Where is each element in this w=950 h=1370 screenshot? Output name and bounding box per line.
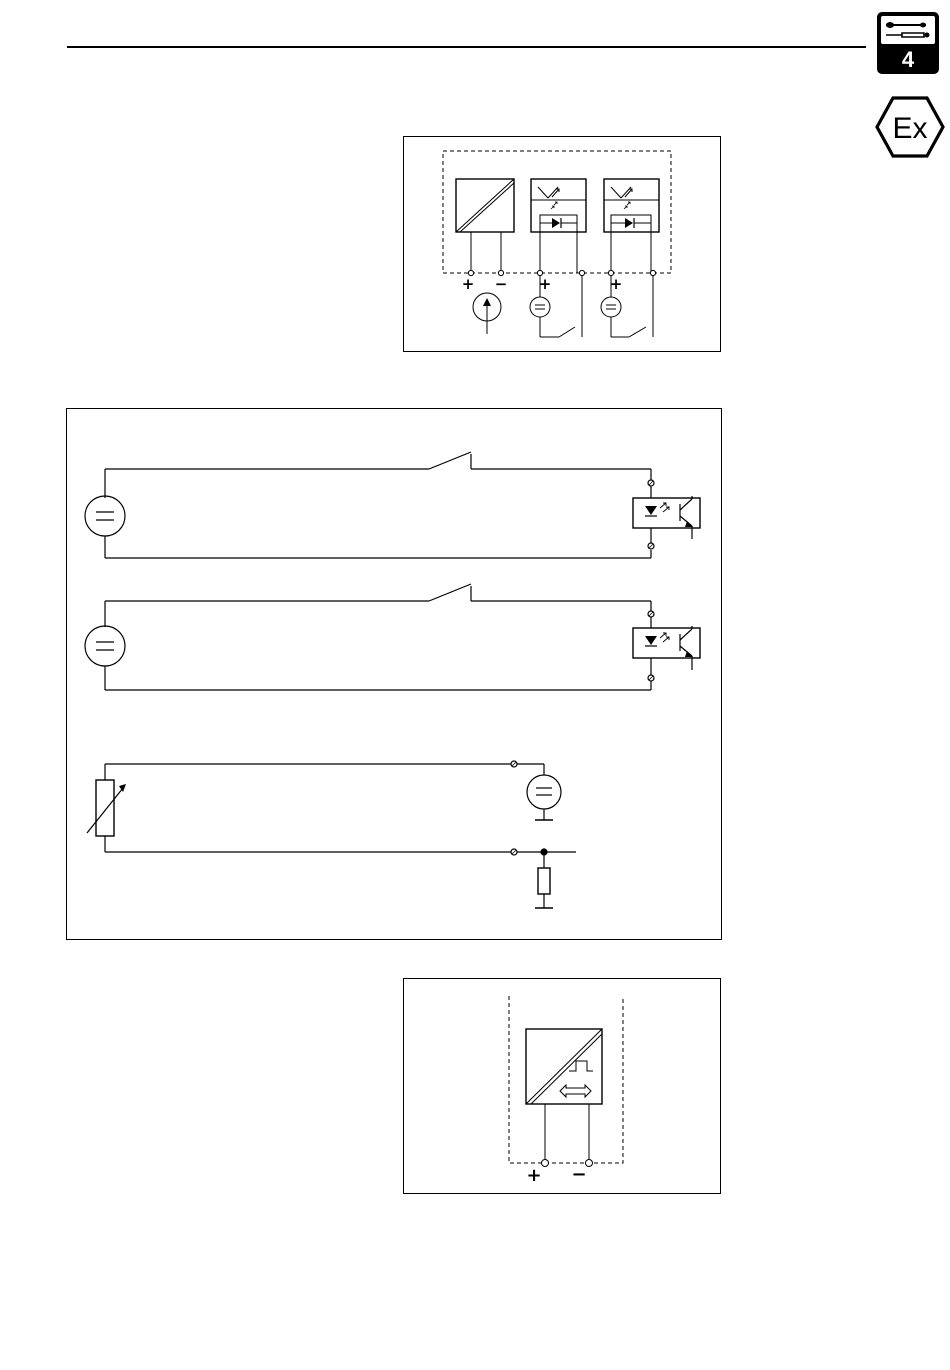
header-rule <box>67 46 866 48</box>
terminal-label: + <box>538 275 552 293</box>
terminal-label: − <box>494 275 508 293</box>
chapter-badge <box>876 11 940 75</box>
optocoupler-output-2 <box>604 179 659 273</box>
ex-text: Ex <box>892 112 928 145</box>
optocoupler-output-1 <box>531 179 586 273</box>
ex-hexagon-icon <box>875 96 945 158</box>
terminal-label: + <box>609 275 623 293</box>
figure-3-interface-diagram <box>403 978 721 1194</box>
optocoupler-1 <box>633 480 700 549</box>
chapter-number: 4 <box>901 47 915 72</box>
optocoupler-2 <box>633 611 700 681</box>
switch-circuit-1 <box>85 452 651 558</box>
figure-1-terminal-diagram <box>403 136 721 352</box>
interface-converter-block <box>526 1029 602 1167</box>
figure-2-wiring-diagram <box>66 408 722 940</box>
terminal-label: + <box>526 1165 542 1186</box>
signal-converter-block <box>456 179 514 273</box>
current-source-symbol <box>473 293 501 334</box>
terminal-label: − <box>571 1164 587 1185</box>
tools-icon <box>876 11 940 75</box>
terminal-label: + <box>461 275 475 293</box>
ex-mark <box>875 96 945 158</box>
analog-circuit <box>87 761 576 908</box>
switch-circuit-2 <box>85 584 651 690</box>
